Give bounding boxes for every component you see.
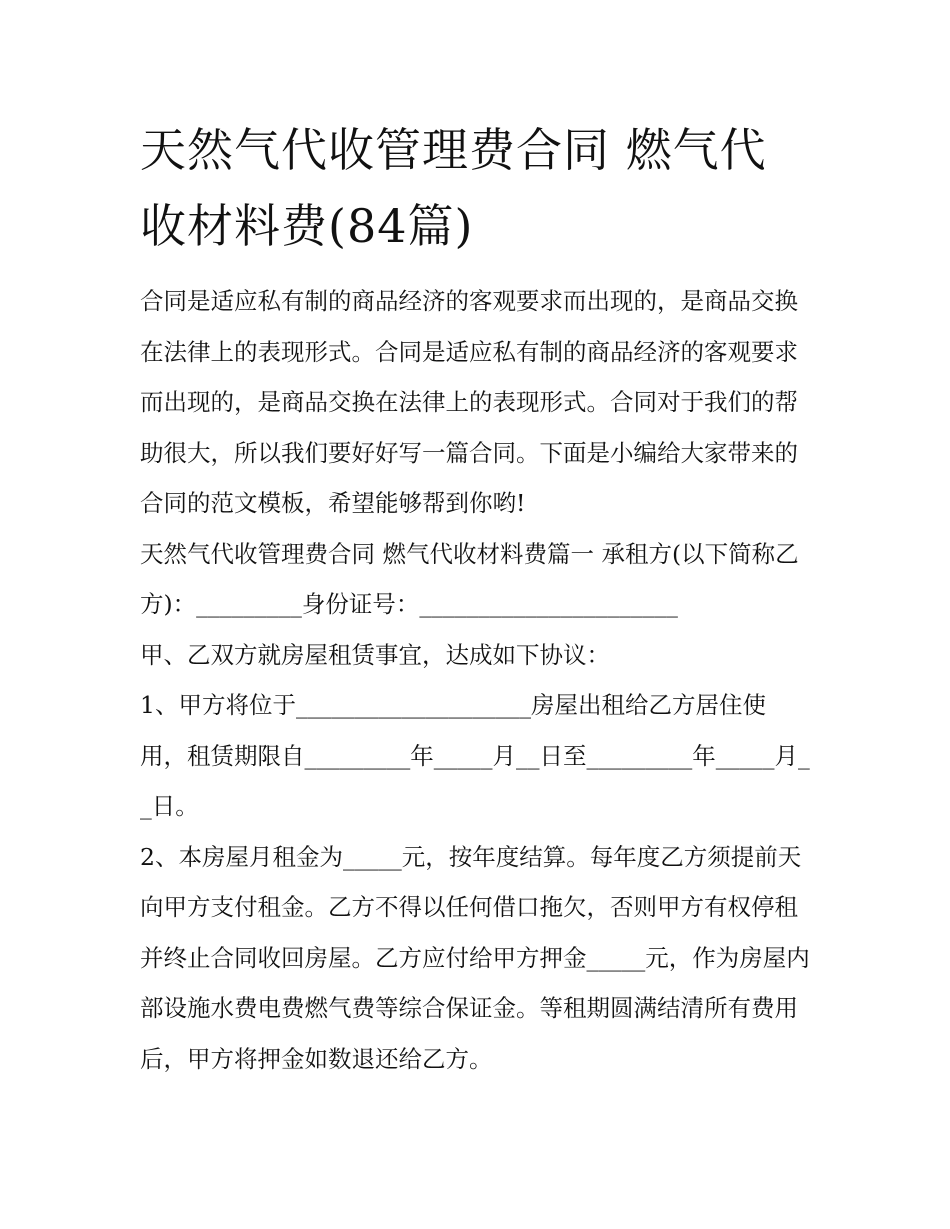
clause-1-paragraph: 1、甲方将位于____________________房屋出租给乙方居住使用，租赁期限自_________年_____月__日至_________年_____月__日。 <box>140 691 810 820</box>
document-title: 天然气代收管理费合同 燃气代收材料费(84篇) <box>140 123 767 253</box>
document-page <box>140 112 812 1084</box>
lessee-paragraph: 天然气代收管理费合同 燃气代收材料费篇一 承租方(以下简称乙方)：_________身份证号：______________________ <box>140 539 799 618</box>
agreement-paragraph: 甲、乙双方就房屋租赁事宜，达成如下协议： <box>140 640 610 669</box>
intro-paragraph: 合同是适应私有制的商品经济的客观要求而出现的，是商品交换在法律上的表现形式。合同是适应私有制的商品经济的客观要求而出现的，是商品交换在法律上的表现形式。合同对于我们的帮助很大，所以我们要好好写一篇合同。下面是小编给大家带来的合同的范文模板，希望能够帮到你哟! <box>140 287 798 517</box>
clause-2-paragraph: 2、本房屋月租金为_____元，按年度结算。每年度乙方须提前天向甲方支付租金。乙方不得以任何借口拖欠，否则甲方有权停租并终止合同收回房屋。乙方应付给甲方押金_____元，作为房屋内部设施水费电费燃气费等综合保证金。等租期圆满结清所有费用后，甲方将押金如数退还给乙方。 <box>140 842 810 1073</box>
